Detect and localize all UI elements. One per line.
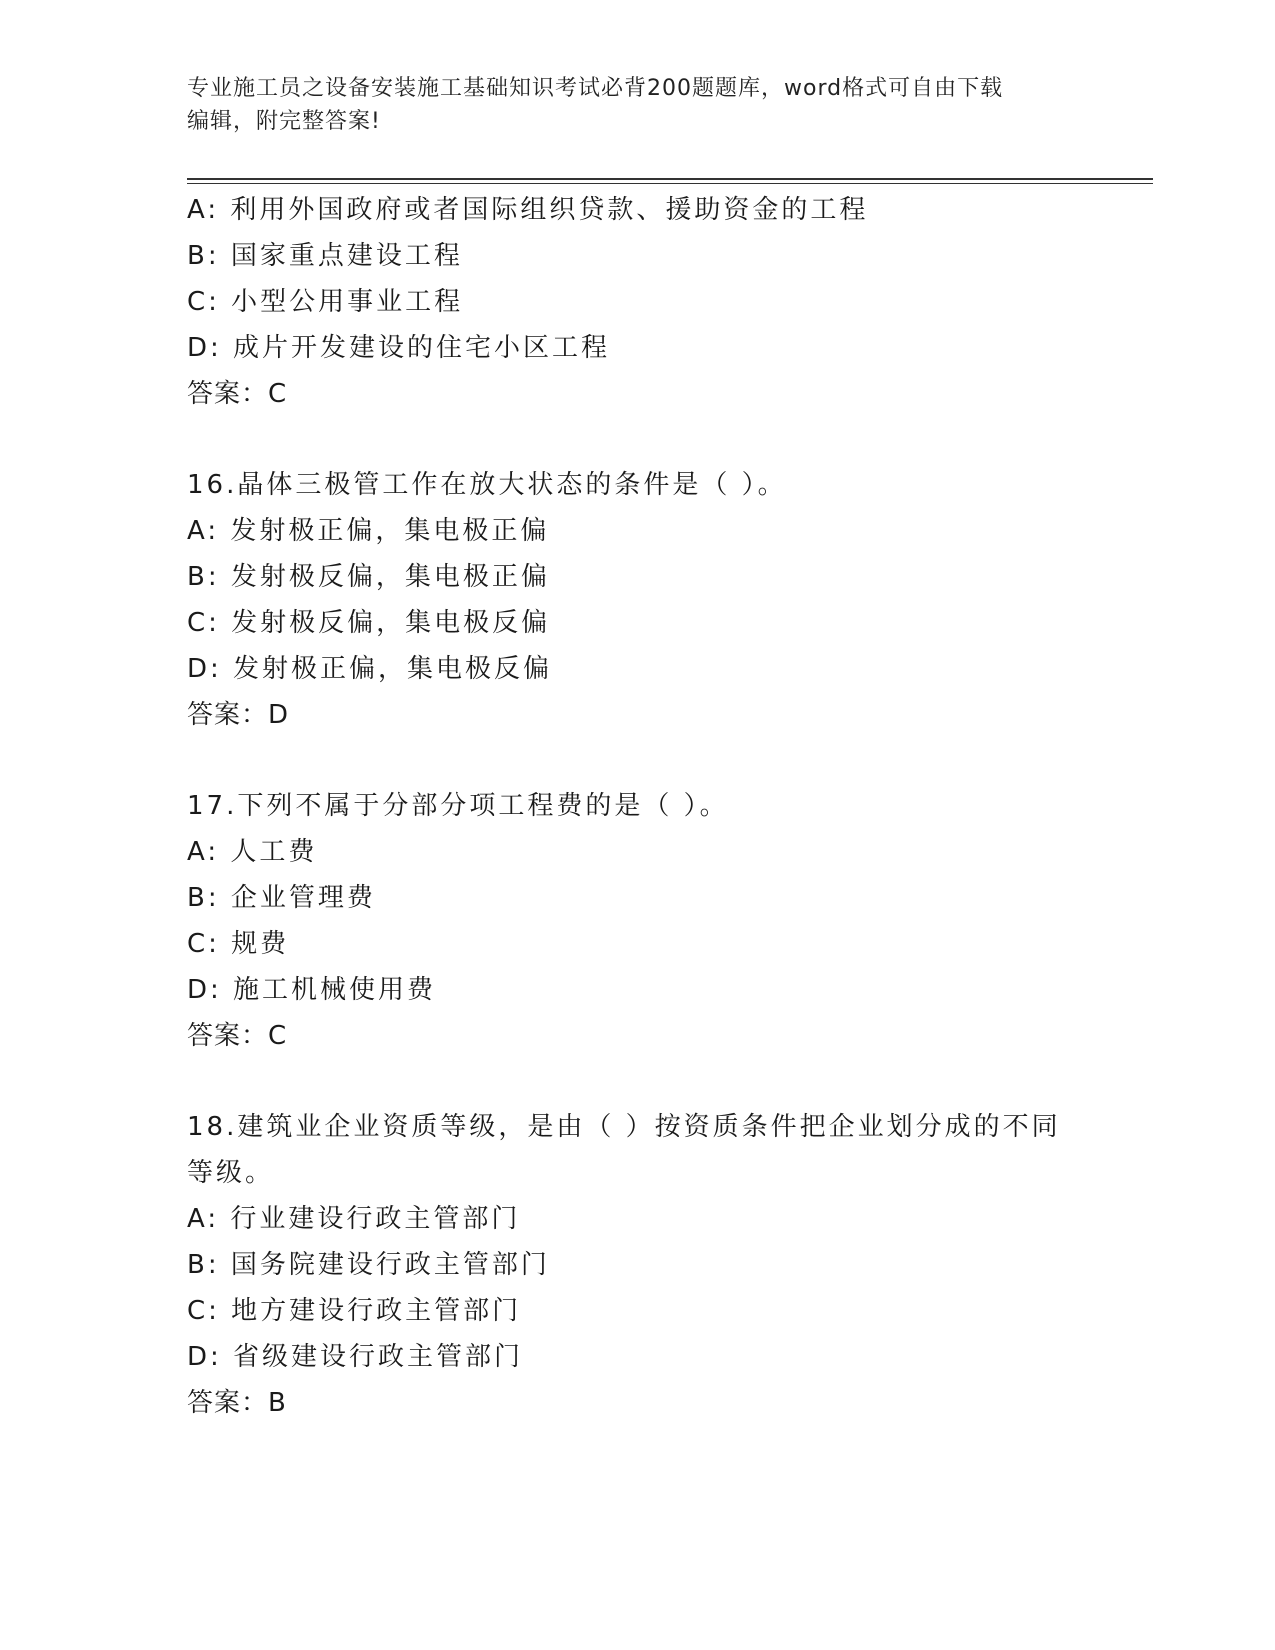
question-16 [187,462,1087,738]
question-17 [187,783,1087,1059]
option-d: D: 施工机械使用费 [187,975,437,1005]
option-d: D: 成片开发建设的住宅小区工程 [187,333,611,363]
header-line-2: 编辑，附完整答案! [187,109,381,134]
option-a: A: 发射极正偏，集电极正偏 [187,516,550,546]
option-c: C: 发射极反偏，集电极反偏 [187,608,551,638]
option-b: B: 企业管理费 [187,883,376,913]
header-line-1: 专业施工员之设备安装施工基础知识考试必背200题题库，word格式可自由下载 [187,76,1004,101]
option-d: D: 省级建设行政主管部门 [187,1342,524,1372]
spacer [187,1059,1087,1104]
question-list [187,187,1087,1426]
option-b: B: 国务院建设行政主管部门 [187,1250,550,1280]
header-rule-thin [187,183,1153,184]
question-text: 17.下列不属于分部分项工程费的是（ ）。 [187,791,729,821]
option-d: D: 发射极正偏，集电极反偏 [187,654,553,684]
answer-line: 答案：D [187,700,290,730]
answer-line: 答案：B [187,1388,287,1418]
option-c: C: 小型公用事业工程 [187,287,464,317]
option-b: B: 发射极反偏，集电极正偏 [187,562,550,592]
option-c: C: 规费 [187,929,290,959]
question-18 [187,1104,1087,1426]
question-text-line-1: 18.建筑业企业资质等级，是由（ ）按资质条件把企业划分成的不同 [187,1112,1061,1142]
header-rule-thick [187,178,1153,180]
option-a: A: 行业建设行政主管部门 [187,1204,521,1234]
option-c: C: 地方建设行政主管部门 [187,1296,522,1326]
answer-line: 答案：C [187,1021,288,1051]
spacer [187,417,1087,462]
option-a: A: 利用外国政府或者国际组织贷款、援助资金的工程 [187,195,869,225]
option-b: B: 国家重点建设工程 [187,241,463,271]
option-a: A: 人工费 [187,837,318,867]
answer-line: 答案：C [187,379,288,409]
question-text: 16.晶体三极管工作在放大状态的条件是（ ）。 [187,470,787,500]
spacer [187,738,1087,783]
document-header [187,72,1087,138]
question-text-line-2: 等级。 [187,1158,275,1188]
question-15 [187,187,1087,417]
